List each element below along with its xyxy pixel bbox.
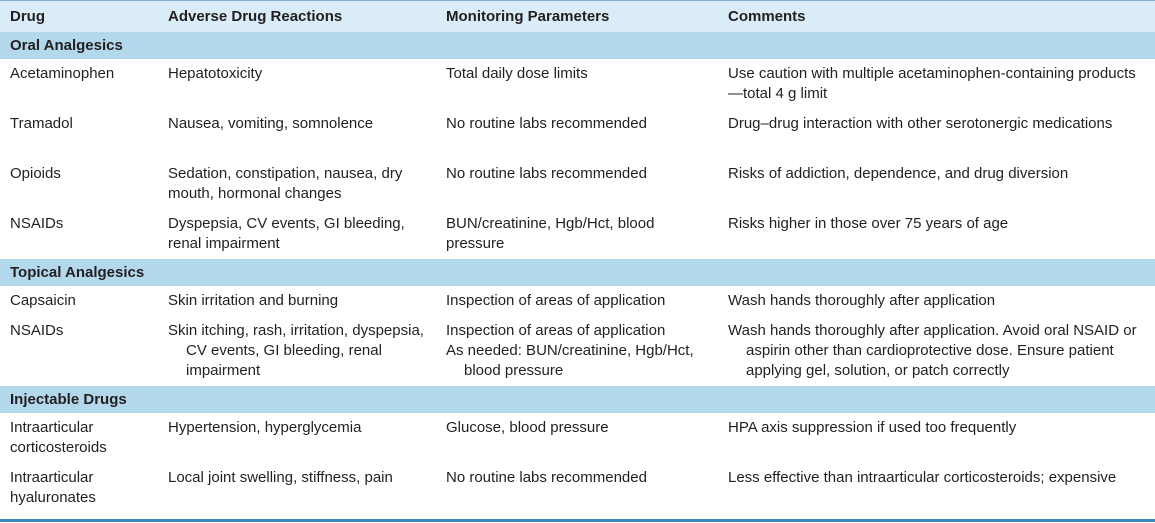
cell-drug: Intraarticular corticosteroids (10, 419, 107, 456)
table-row (0, 159, 1155, 209)
adverse-reactions-text: Skin itching, rash, irritation, dyspepsia, CV events, GI bleeding, renal impairment (168, 322, 424, 379)
cell-adverse-reactions: Dyspepsia, CV events, GI bleeding, renal impairment (168, 215, 405, 252)
section-row-oral-analgesics (0, 32, 1155, 59)
header-row (0, 1, 1155, 33)
cell-comments: HPA axis suppression if used too frequently (728, 419, 1017, 436)
cell-monitoring (436, 316, 718, 386)
monitoring-line-1: Inspection of areas of application (446, 322, 666, 339)
section-title: Topical Analgesics (0, 259, 1155, 286)
cell-drug: Tramadol (10, 115, 73, 132)
header-comments: Comments (718, 1, 1155, 33)
section-title: Injectable Drugs (0, 386, 1155, 413)
cell-adverse-reactions: Local joint swelling, stiffness, pain (168, 469, 393, 486)
cell-adverse-reactions: Nausea, vomiting, somnolence (168, 115, 374, 132)
monitoring-line-2: As needed: BUN/creatinine, Hgb/Hct, blood pressure (446, 342, 694, 379)
cell-adverse-reactions: Sedation, constipation, nausea, dry mouth, hormonal changes (168, 165, 403, 202)
cell-adverse-reactions: Skin irritation and burning (168, 292, 339, 309)
table-row (0, 286, 1155, 316)
cell-comments: Risks of addiction, dependence, and drug diversion (728, 165, 1069, 182)
cell-adverse-reactions: Hypertension, hyperglycemia (168, 419, 362, 436)
comments-text: Wash hands thoroughly after application. Avoid oral NSAID or aspirin other than cardioprotective dose. Ensure patient applying gel, solution, or patch correctly (728, 322, 1137, 379)
table-row (0, 413, 1155, 463)
header-adverse-reactions: Adverse Drug Reactions (158, 1, 436, 33)
cell-monitoring: Glucose, blood pressure (446, 419, 609, 436)
cell-drug: Intraarticular hyaluronates (10, 469, 96, 506)
cell-adverse-reactions: Hepatotoxicity (168, 65, 263, 82)
cell-monitoring: Inspection of areas of application (446, 292, 666, 309)
table-row (0, 59, 1155, 109)
cell-comments: Risks higher in those over 75 years of age (728, 215, 1009, 232)
table-row (0, 109, 1155, 159)
section-row-injectable-drugs (0, 386, 1155, 413)
table-bottom-rule (0, 519, 1155, 522)
section-title: Oral Analgesics (0, 32, 1155, 59)
cell-comments: Use caution with multiple acetaminophen-containing products—total 4 g limit (728, 65, 1136, 102)
cell-monitoring: No routine labs recommended (446, 469, 647, 486)
cell-drug: NSAIDs (10, 215, 64, 232)
header-drug: Drug (0, 1, 158, 33)
table-header (0, 1, 1155, 33)
cell-monitoring: No routine labs recommended (446, 115, 647, 132)
table-row (0, 316, 1155, 386)
cell-comments: Less effective than intraarticular corticosteroids; expensive (728, 469, 1117, 486)
table-row (0, 463, 1155, 513)
cell-drug: NSAIDs (10, 322, 64, 339)
table-row (0, 209, 1155, 259)
table-body (0, 32, 1155, 513)
cell-adverse-reactions (158, 316, 436, 386)
section-row-topical-analgesics (0, 259, 1155, 286)
cell-monitoring: BUN/creatinine, Hgb/Hct, blood pressure (446, 215, 655, 252)
cell-drug: Opioids (10, 165, 61, 182)
cell-comments: Drug–drug interaction with other serotonergic medications (728, 115, 1113, 132)
cell-drug: Capsaicin (10, 292, 76, 309)
cell-monitoring: No routine labs recommended (446, 165, 647, 182)
cell-drug: Acetaminophen (10, 65, 115, 82)
cell-monitoring: Total daily dose limits (446, 65, 588, 82)
header-monitoring: Monitoring Parameters (436, 1, 718, 33)
cell-comments (718, 316, 1155, 386)
cell-comments: Wash hands thoroughly after application (728, 292, 996, 309)
